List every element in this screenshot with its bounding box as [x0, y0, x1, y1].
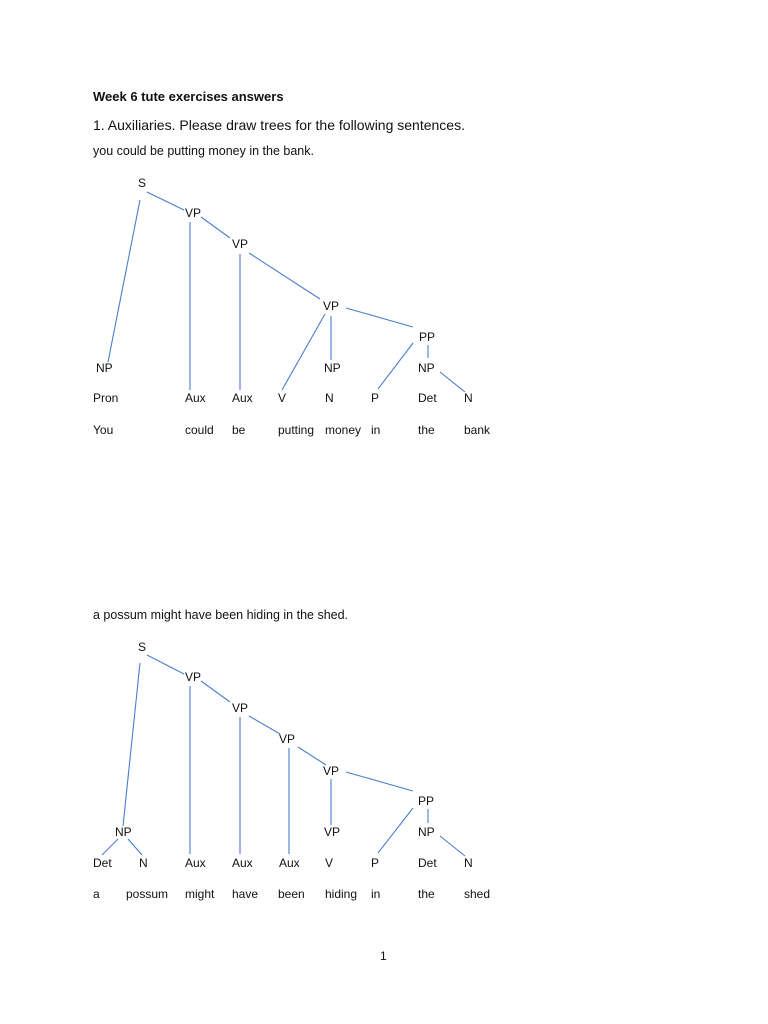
tree2-word: shed [464, 887, 491, 901]
page-number: 1 [380, 949, 387, 963]
tree1-word: be [232, 423, 246, 437]
tree2-category: V [325, 856, 334, 870]
tree2-category: Aux [185, 856, 206, 870]
tree1-category: Pron [93, 391, 119, 405]
tree2-category: Aux [279, 856, 300, 870]
tree2-word: been [278, 887, 305, 901]
tree2-word: the [418, 887, 435, 901]
tree2-node-np-pp: NP [418, 825, 435, 839]
tree2-category: Aux [232, 856, 253, 870]
tree2-node-vp2: VP [232, 701, 249, 715]
tree2-word: in [371, 887, 381, 901]
tree2-word: might [185, 887, 215, 901]
exercise-instruction: 1. Auxiliaries. Please draw trees for the following sentences. [93, 117, 465, 133]
tree1-word: bank [464, 423, 491, 437]
tree2-node-pp: PP [418, 794, 435, 808]
tree2-word: have [232, 887, 259, 901]
tree2-branch-s-np [123, 663, 140, 826]
tree2-branch-np-det [102, 839, 118, 855]
tree1-node-np-subject: NP [96, 361, 113, 375]
tree2-branch-s-vp1 [147, 655, 184, 674]
tree2-branch-vp1-vp2 [201, 681, 230, 702]
tree1-category: N [464, 391, 473, 405]
tree2-category: Det [93, 856, 112, 870]
tree2-sentence: a possum might have been hiding in the shed. [93, 608, 349, 622]
tree2-node-vp4: VP [323, 764, 340, 778]
tree1-node-s: S [138, 176, 147, 190]
tree1-word: putting [278, 423, 315, 437]
tree2-category: Det [418, 856, 437, 870]
tree2-branch-vp4-pp [346, 772, 413, 791]
tree1-node-vp3: VP [323, 299, 340, 313]
tree2-node-vp5: VP [324, 825, 341, 839]
tree1-word: the [418, 423, 435, 437]
tree2-category: P [371, 856, 380, 870]
tree1-word: could [185, 423, 214, 437]
tree2-branch-np-n [440, 836, 465, 856]
tree2-branch-vp3-vp4 [298, 747, 326, 765]
tree1-sentence: you could be putting money in the bank. [93, 144, 314, 158]
tree2-branch-vp2-vp3 [249, 716, 280, 734]
tree1-node-np-pp: NP [418, 361, 435, 375]
tree1-word: money [325, 423, 362, 437]
tree2-branch-np-noun [128, 839, 142, 855]
tree1-category: Aux [232, 391, 253, 405]
tree2-word: hiding [325, 887, 358, 901]
tree1-category: P [371, 391, 380, 405]
tree2-node-np-subject: NP [115, 825, 132, 839]
tree1-node-vp2: VP [232, 237, 249, 251]
tree2-word: a [93, 887, 100, 901]
tree1-category: N [325, 391, 334, 405]
tree1-node-vp1: VP [185, 206, 202, 220]
tree1-node-pp: PP [419, 330, 436, 344]
tree2-node-s: S [138, 640, 147, 654]
tree2-node-vp3: VP [279, 732, 296, 746]
tree1-word: You [93, 423, 114, 437]
tree2-word: possum [126, 887, 169, 901]
tree2-node-vp1: VP [185, 670, 202, 684]
tree2-branch-pp-p [378, 808, 413, 853]
document-heading: Week 6 tute exercises answers [93, 89, 284, 104]
tree2-category: N [139, 856, 148, 870]
tree1-node-np-object: NP [324, 361, 341, 375]
tree1-category: Det [418, 391, 437, 405]
tree1-category: V [278, 391, 287, 405]
tree1-word: in [371, 423, 381, 437]
tree1-category: Aux [185, 391, 206, 405]
tree2-category: N [464, 856, 473, 870]
